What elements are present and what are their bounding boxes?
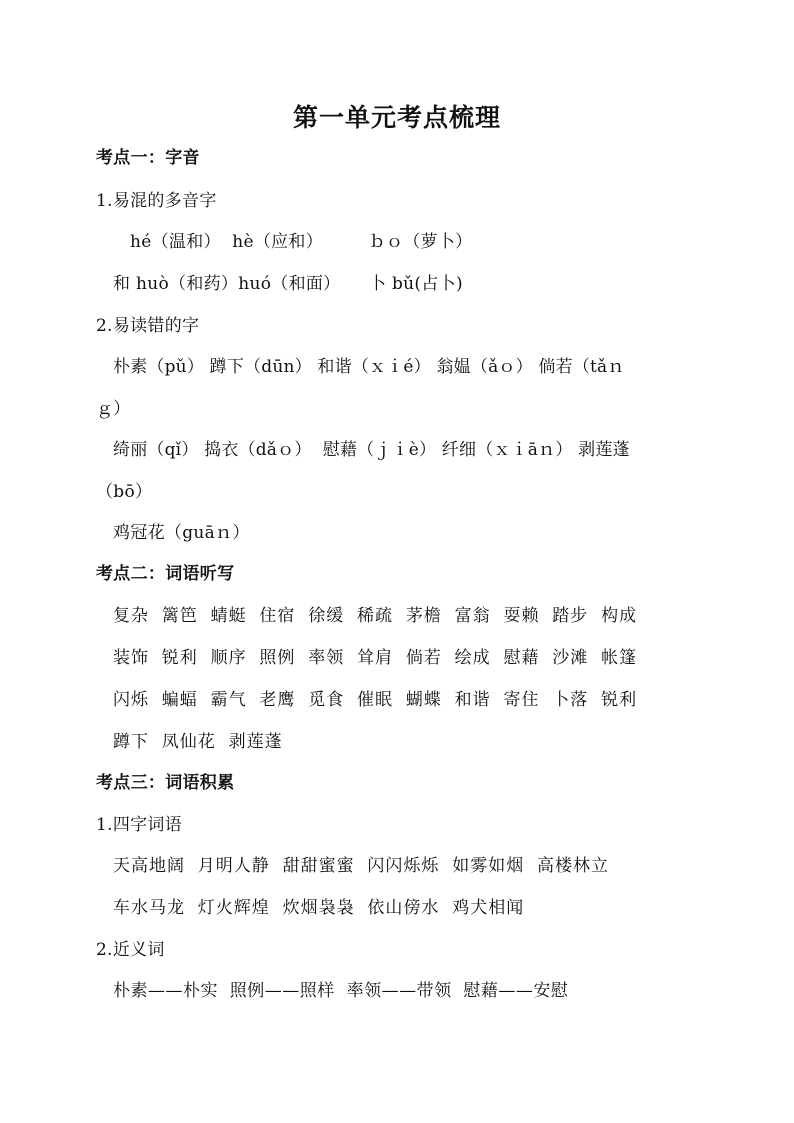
subsection-label-synonyms: 2.近义词 xyxy=(96,940,165,960)
subsection-label-polyphonic: 1.易混的多音字 xyxy=(96,191,217,211)
polyphonic-line-2: 和 huò（和药）huó（和面） 卜 bǔ(占卜) xyxy=(113,274,463,294)
dictation-row-4: 蹲下 凤仙花 剥莲蓬 xyxy=(113,732,283,752)
dictation-row-2: 装饰 锐利 顺序 照例 率领 耸肩 倘若 绘成 慰藉 沙滩 帐篷 xyxy=(113,648,638,668)
subsection-label-misread: 2.易读错的字 xyxy=(96,316,200,336)
section-heading-1: 考点一：字音 xyxy=(96,148,200,168)
idioms-line-2: 车水马龙 灯火辉煌 炊烟袅袅 依山傍水 鸡犬相闻 xyxy=(113,898,525,918)
section-heading-2: 考点二：词语听写 xyxy=(96,564,235,584)
dictation-row-3: 闪烁 蝙蝠 霸气 老鹰 觅食 催眠 蝴蝶 和谐 寄住 卜落 锐利 xyxy=(113,690,638,710)
misread-line-2: 绮丽（qǐ） 捣衣（dǎｏ） 慰藉（ｊｉè） 纤细（ｘｉāｎ） 剥莲蓬 xyxy=(113,440,630,460)
synonyms-line-1: 朴素——朴实 照例——照样 率领——带领 慰藉——安慰 xyxy=(113,981,569,1001)
section-heading-3: 考点三：词语积累 xyxy=(96,773,235,793)
misread-line-1-cont: ｇ） xyxy=(96,399,131,419)
subsection-label-idioms: 1.四字词语 xyxy=(96,815,183,835)
misread-line-3: 鸡冠花（guāｎ） xyxy=(113,523,250,543)
misread-line-1: 朴素（pǔ） 蹲下（dūn） 和谐（ｘｉé） 翁媪（ǎｏ） 倘若（tǎｎ xyxy=(113,357,625,377)
dictation-row-1: 复杂 篱笆 蜻蜓 住宿 徐缓 稀疏 茅檐 富翁 耍赖 踏步 构成 xyxy=(113,606,638,626)
misread-line-2-cont: （bō） xyxy=(96,482,153,502)
polyphonic-line-1: hé（温和） hè（应和） ｂｏ（萝卜） xyxy=(130,232,473,252)
idioms-line-1: 天高地阔 月明人静 甜甜蜜蜜 闪闪烁烁 如雾如烟 高楼林立 xyxy=(113,856,610,876)
page-title: 第一单元考点梳理 xyxy=(292,103,501,132)
